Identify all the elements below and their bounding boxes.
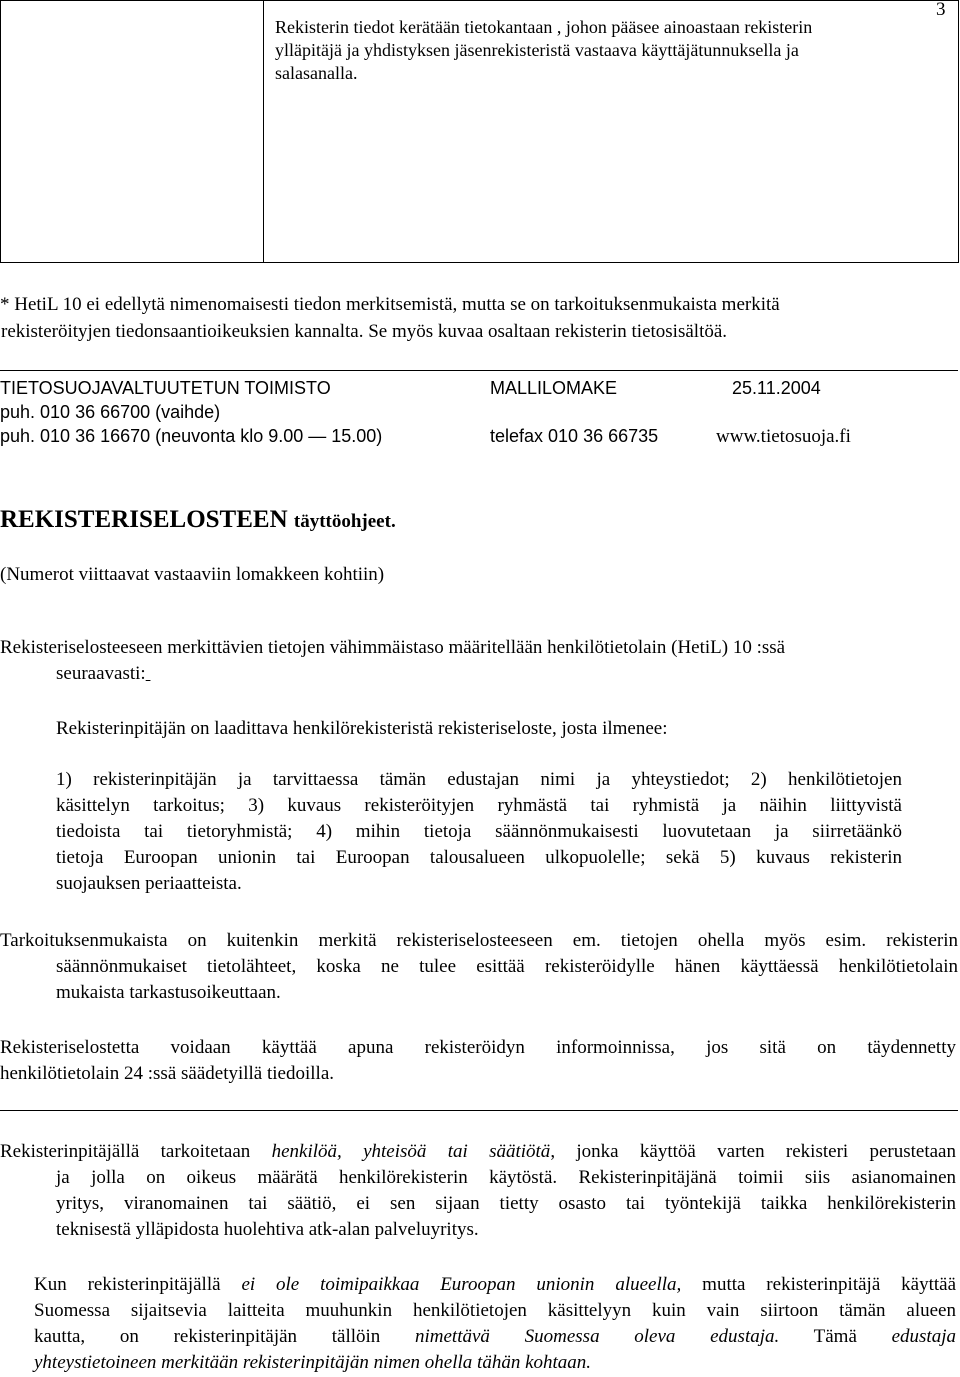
page-title xyxy=(0,506,396,534)
note-text: (Numerot viittaavat vastaaviin lomakkeen kohtiin) xyxy=(0,564,385,585)
divider-line xyxy=(0,370,958,371)
paragraph-controller-duty: Rekisterinpitäjän on laadittava henkilörekisteristä rekisteriseloste, josta ilmenee: xyxy=(56,718,668,739)
paragraph-text: , jonka käyttöä varten rekisteri perustetaan xyxy=(550,1141,956,1162)
paragraph-text: kautta, on rekisterinpitäjän tällöin xyxy=(34,1326,415,1347)
paragraph-controller-definition xyxy=(0,1139,956,1243)
phone-advice: puh. 010 36 16670 (neuvonta klo 9.00 — 15.00) xyxy=(0,426,383,446)
paragraph-emphasis: yhteystietoineen merkitään rekisterinpitäjän nimen ohella tähän kohtaan. xyxy=(34,1352,592,1373)
paragraph-line: tietoja Euroopan unionin tai Euroopan talousalueen ulkopuolelle; sekä 5) kuvaus rekisterin xyxy=(56,847,902,868)
paragraph-line: teknisestä ylläpidosta huolehtiva atk-alan palveluyritys. xyxy=(56,1219,479,1240)
paragraph-line: mukaista tarkastusoikeuttaan. xyxy=(56,982,281,1003)
paragraph-line: Tarkoituksenmukaista on kuitenkin merkitä rekisteriselosteeseen em. tietojen ohella myös esim. rekisterin xyxy=(0,930,958,951)
paragraph-line: ja jolla on oikeus määrätä henkilörekisterin käytöstä. Rekisterinpitäjänä toimii siis asianomainen xyxy=(56,1167,956,1188)
box-text-line: ylläpitäjä ja yhdistyksen jäsenrekisteristä vastaava käyttäjätunnuksella ja xyxy=(275,40,799,60)
paragraph-text: Rekisterinpitäjällä tarkoitetaan xyxy=(0,1141,272,1162)
box-text-line: salasanalla. xyxy=(275,63,358,83)
paragraph-text: Kun rekisterinpitäjällä xyxy=(34,1274,242,1295)
phone-switchboard: puh. 010 36 66700 (vaihde) xyxy=(0,402,221,422)
info-box-left-cell xyxy=(0,0,264,263)
fax-number: telefax 010 36 66735 xyxy=(490,426,659,446)
paragraph-informing xyxy=(0,1035,956,1087)
form-date: 25.11.2004 xyxy=(732,378,821,398)
office-name: TIETOSUOJAVALTUUTETUN TOIMISTO xyxy=(0,378,331,398)
website-link[interactable]: www.tietosuoja.fi xyxy=(716,426,851,447)
form-name: MALLILOMAKE xyxy=(490,378,618,398)
paragraph-text: Tämä xyxy=(779,1326,892,1347)
paragraph-emphasis: nimettävä Suomessa oleva edustaja. xyxy=(415,1326,780,1347)
footnote-line: rekisteröityjen tiedonsaantioikeuksien kannalta. Se myös kuvaa osaltaan rekisterin tietosisältöä. xyxy=(1,321,728,342)
paragraph-recommended xyxy=(0,928,958,1006)
paragraph-line: Suomessa sijaitsevia laitteita muuhunkin henkilötietojen käsittelyyn kuin vain siirtoon tämän alueen xyxy=(34,1300,956,1321)
title-main: REKISTERISELOSTEEN xyxy=(0,506,288,533)
paragraph-line: henkilötietolain 24 :ssä säädetyillä tiedoilla. xyxy=(0,1063,335,1084)
paragraph-minimum-level xyxy=(0,635,960,687)
title-sub: täyttöohjeet. xyxy=(293,511,396,532)
divider-line xyxy=(0,1110,958,1111)
paragraph-line: Rekisteriselostetta voidaan käyttää apuna rekisteröidyn informoinnissa, jos sitä on täydennetty xyxy=(0,1037,956,1058)
footnote-line: * HetiL 10 ei edellytä nimenomaisesti tiedon merkitsemistä, mutta se on tarkoituksenmukaista merkitä xyxy=(0,294,780,315)
box-text xyxy=(275,16,945,85)
box-text-line: Rekisterin tiedot kerätään tietokantaan , johon pääsee ainoastaan rekisterin xyxy=(275,17,813,37)
paragraph-required-items xyxy=(56,767,902,897)
paragraph-text: mutta rekisterinpitäjä käyttää xyxy=(681,1274,957,1295)
paragraph-emphasis: ei ole toimipaikkaa Euroopan unionin alueella, xyxy=(241,1274,682,1295)
paragraph-line: yritys, viranomainen tai säätiö, ei sen sijaan tietty osasto tai työntekijä taikka henkilörekisterin xyxy=(56,1193,956,1214)
paragraph-line: säännönmukaiset tietolähteet, koska ne tulee esittää rekisteröidylle hänen käyttäessä henkilötietolain xyxy=(56,956,958,977)
paragraph-emphasis: henkilöä, yhteisöä tai säätiötä xyxy=(271,1141,551,1162)
paragraph-line: 1) rekisterinpitäjän ja tarvittaessa tämän edustajan nimi ja yhteystiedot; 2) henkilötietojen xyxy=(56,769,902,790)
footnote xyxy=(0,291,960,345)
paragraph-line: suojauksen periaatteista. xyxy=(56,873,242,894)
paragraph-line: Rekisteriselosteeseen merkittävien tietojen vähimmäistaso määritellään henkilötietolain (HetiL) 10 :ssä xyxy=(0,637,786,658)
paragraph-emphasis: edustaja xyxy=(891,1326,956,1347)
paragraph-eu-representative xyxy=(34,1272,956,1376)
paragraph-line: käsittelyn tarkoitus; 3) kuvaus rekisteröityjen ryhmästä tai ryhmistä ja näihin liittyvistä xyxy=(56,795,902,816)
page-number: 3 xyxy=(936,0,946,20)
paragraph-line: tiedoista tai tietoryhmistä; 4) mihin tietoja säännönmukaisesti luovutetaan ja siirretäänkö xyxy=(56,821,902,842)
paragraph-line: seuraavasti: xyxy=(56,663,146,684)
